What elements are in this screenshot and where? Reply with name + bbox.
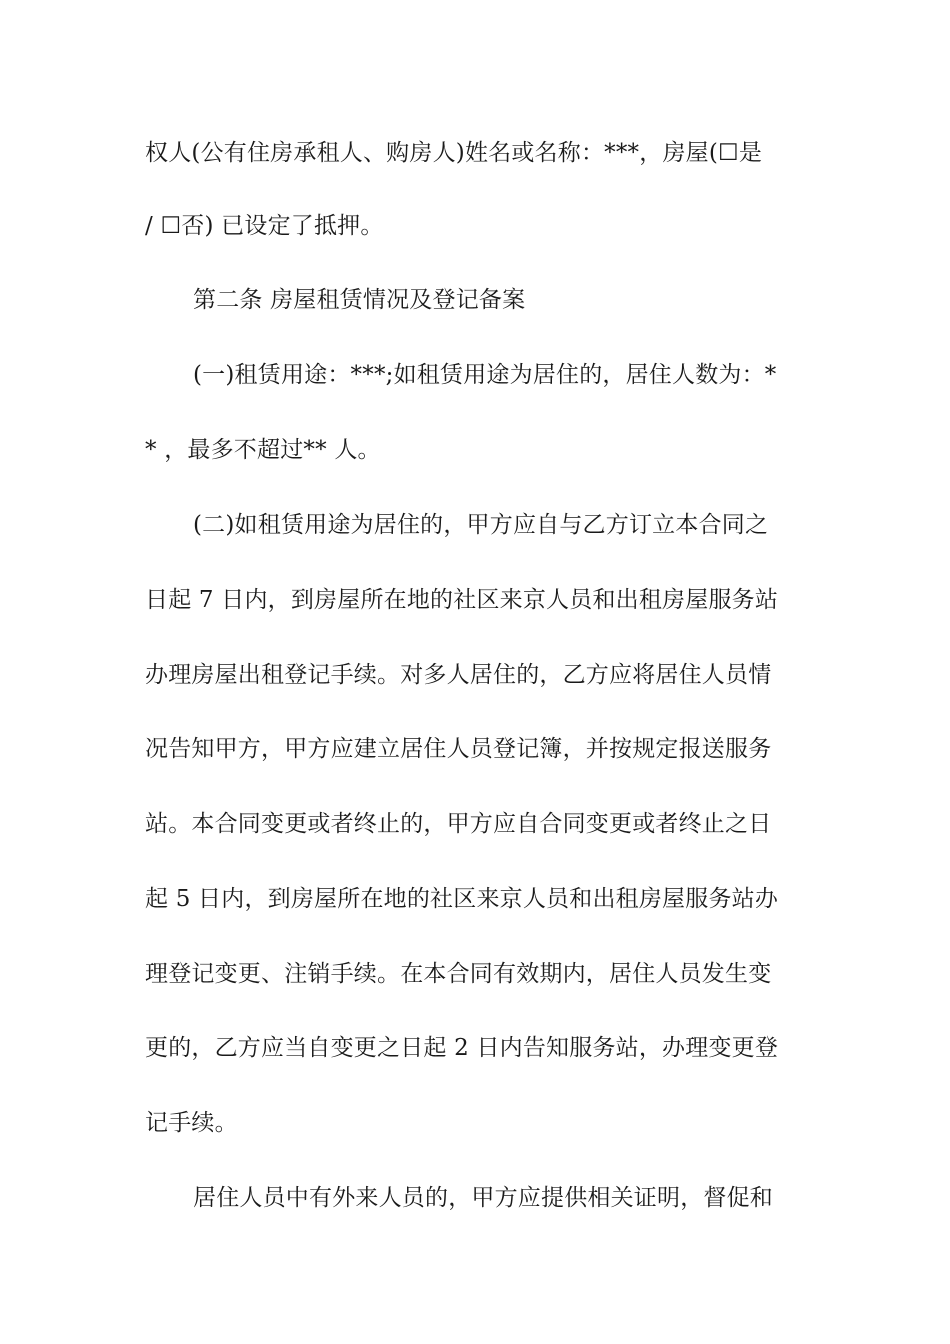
body-text-line: 起 5 日内，到房屋所在地的社区来京人员和出租房屋服务站办 bbox=[145, 886, 779, 912]
body-text-line: 更的，乙方应当自变更之日起 2 日内告知服务站，办理变更登 bbox=[145, 1035, 779, 1061]
body-text-line: 记手续。 bbox=[145, 1110, 238, 1136]
body-text-line: (一)租赁用途：***;如租赁用途为居住的，居住人数为：* bbox=[193, 362, 777, 388]
body-text-line: * ，最多不超过** 人。 bbox=[145, 437, 381, 463]
section-heading: 第二条 房屋租赁情况及登记备案 bbox=[193, 287, 526, 313]
body-text-line: 理登记变更、注销手续。在本合同有效期内，居住人员发生变 bbox=[145, 961, 772, 987]
body-text-line: 日起 7 日内，到房屋所在地的社区来京人员和出租房屋服务站 bbox=[145, 587, 779, 613]
body-text-line: 况告知甲方，甲方应建立居住人员登记簿，并按规定报送服务 bbox=[145, 736, 772, 762]
body-text-line: 权人(公有住房承租人、购房人)姓名或名称：***，房屋(☐是 bbox=[145, 140, 763, 166]
body-text-line: / ☐否) 已设定了抵押。 bbox=[145, 213, 384, 239]
body-text-line: 站。本合同变更或者终止的，甲方应自合同变更或者终止之日 bbox=[145, 811, 772, 837]
body-text-line: 居住人员中有外来人员的，甲方应提供相关证明，督促和 bbox=[193, 1185, 773, 1211]
body-text-line: 办理房屋出租登记手续。对多人居住的，乙方应将居住人员情 bbox=[145, 662, 772, 688]
body-text-line: (二)如租赁用途为居住的，甲方应自与乙方订立本合同之 bbox=[193, 512, 769, 538]
